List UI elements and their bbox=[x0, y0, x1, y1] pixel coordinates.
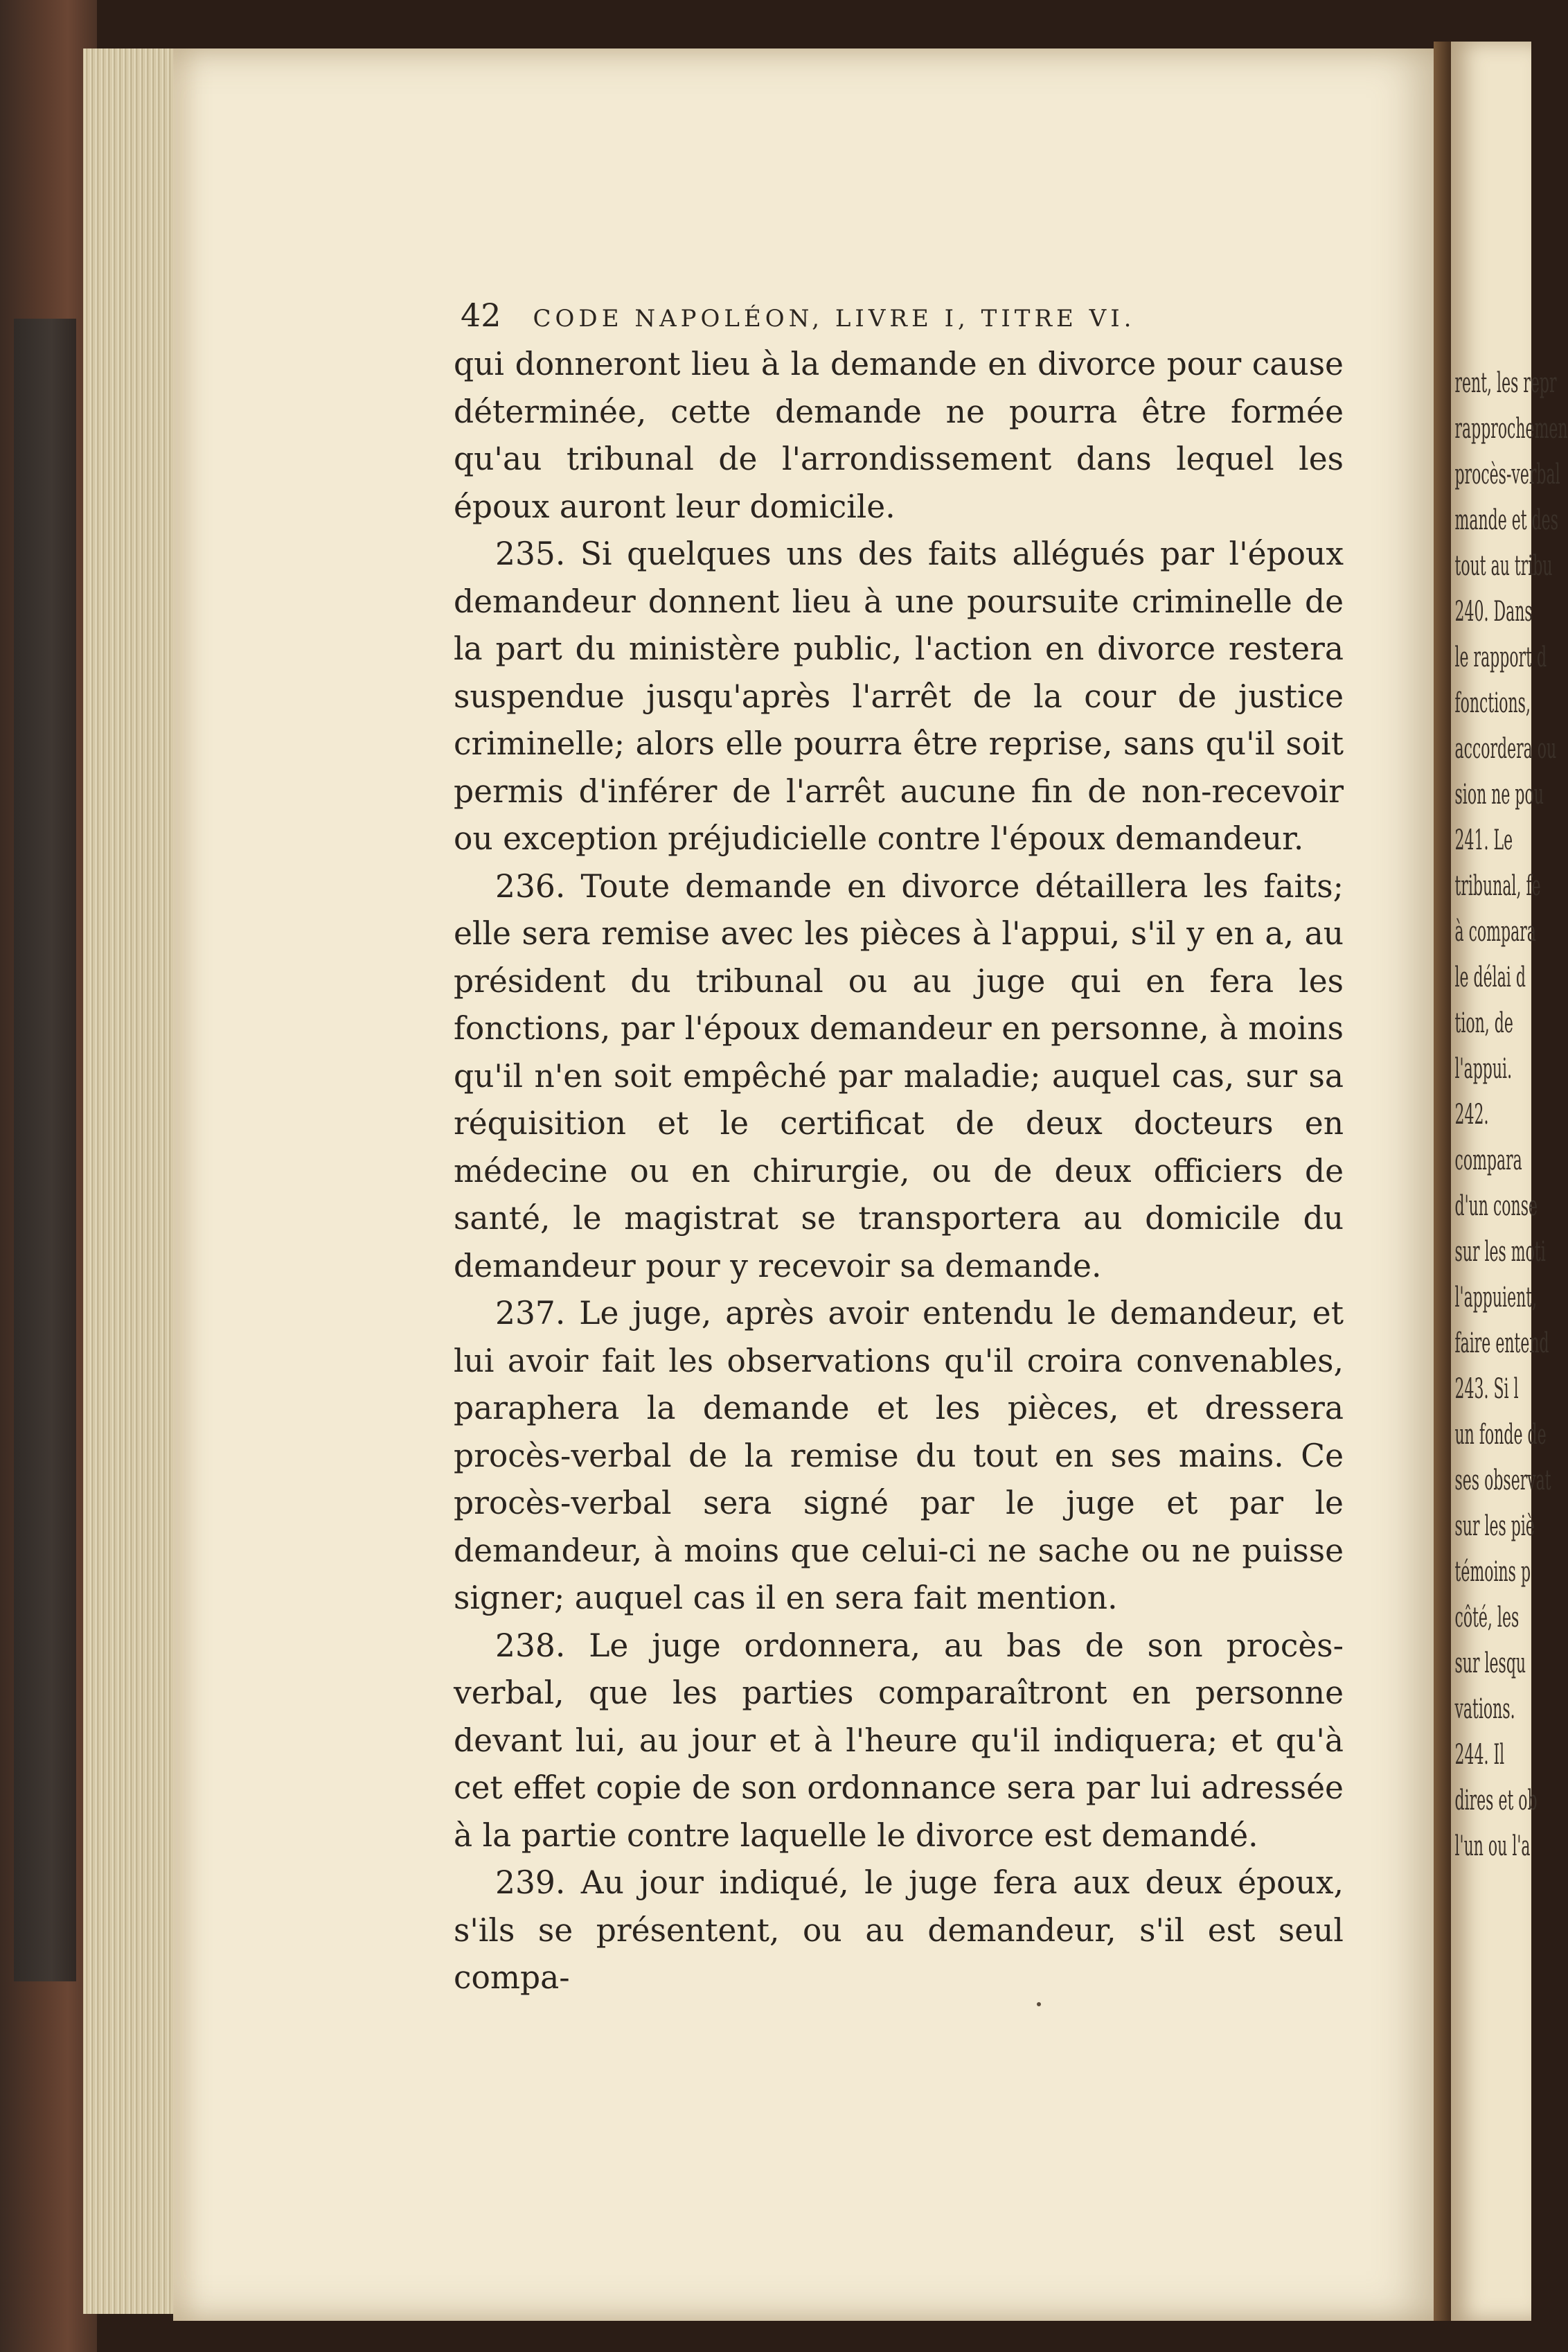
facing-page-line: tion, de bbox=[1454, 1007, 1513, 1039]
article-number: 236. bbox=[495, 867, 566, 905]
article-number: 237. bbox=[495, 1295, 566, 1332]
facing-page-line: sur les piè bbox=[1454, 1510, 1535, 1542]
article-number: 239. bbox=[495, 1864, 566, 1901]
ink-speck bbox=[1037, 2002, 1041, 2006]
facing-page-line: rapprochemen bbox=[1454, 413, 1568, 445]
facing-page-line: faire entend bbox=[1454, 1327, 1549, 1359]
article-text: Au jour indiqué, le juge fera aux deux époux, s'ils se présentent, ou au demandeur, s'il est seul compa- bbox=[454, 1864, 1344, 1996]
facing-page-line: sion ne pou bbox=[1454, 779, 1544, 811]
article-number: 238. bbox=[495, 1627, 566, 1664]
facing-page-line: tribunal, fe bbox=[1454, 870, 1541, 902]
facing-page-line: procès-verbal bbox=[1454, 459, 1560, 490]
facing-page-line: 242. bbox=[1454, 1099, 1489, 1131]
facing-page-line: l'appui. bbox=[1454, 1053, 1513, 1085]
article-text: Le juge, après avoir entendu le demandeur, et lui avoir fait les observations qu'il croira convenables, paraphera la demande et les pièces, et dressera procès-verbal de la remise du tout en ses mains. Ce procès-verbal sera signé par le juge et par le demandeur, à moins que celui-ci ne sache ou ne puisse signer; auquel cas il en sera fait mention. bbox=[454, 1295, 1344, 1616]
running-header bbox=[461, 297, 1264, 334]
facing-page-line: accordera ou bbox=[1454, 733, 1557, 765]
article-text: Si quelques uns des faits allégués par l'époux demandeur donnent lieu à une poursuite criminelle de la part du ministère public, l'action en divorce restera suspendue jusqu'après l'arrêt de la cour de justice criminelle; alors elle pourra être reprise, sans qu'il soit permis d'inférer de l'arrêt aucune fin de non-recevoir ou exception préjudicielle contre l'époux demandeur. bbox=[454, 536, 1344, 857]
facing-page-line: l'appuient, bbox=[1454, 1282, 1538, 1314]
facing-page bbox=[1451, 42, 1568, 2321]
facing-page-line: à compara bbox=[1454, 916, 1536, 948]
facing-page-line: rent, les repr bbox=[1454, 367, 1557, 399]
facing-page-line: fonctions, bbox=[1454, 687, 1531, 719]
page-edges bbox=[83, 48, 180, 2314]
facing-page-line: le rapport d bbox=[1454, 642, 1547, 673]
facing-page-line: dires et ob bbox=[1454, 1785, 1538, 1816]
article-236 bbox=[454, 863, 1344, 1291]
facing-page-line: d'un conse bbox=[1454, 1190, 1538, 1222]
facing-page-line: compara bbox=[1454, 1144, 1522, 1176]
article-237 bbox=[454, 1290, 1344, 1622]
page-number: 42 bbox=[461, 297, 501, 334]
facing-page-line: 244. Il bbox=[1454, 1739, 1505, 1771]
facing-page-line: témoins p bbox=[1454, 1556, 1531, 1588]
facing-page-text bbox=[1451, 42, 1568, 1869]
article-239 bbox=[454, 1859, 1344, 2002]
page-body bbox=[454, 341, 1344, 2002]
paragraph-text: qui donneront lieu à la demande en divorce pour cause déterminée, cette demande ne pourra être formée qu'au tribunal de l'arrondissement dans lequel les époux auront leur domicile. bbox=[454, 346, 1344, 525]
facing-page-line: 241. Le bbox=[1454, 824, 1513, 856]
facing-page-line: côté, les bbox=[1454, 1602, 1520, 1634]
facing-page-line: un fonde de bbox=[1454, 1419, 1547, 1451]
facing-page-line: le délai d bbox=[1454, 962, 1526, 993]
facing-page-line: 240. Dans bbox=[1454, 596, 1533, 628]
article-235 bbox=[454, 531, 1344, 863]
facing-page-line: tout au tribu bbox=[1454, 550, 1553, 582]
article-text: Le juge ordonnera, au bas de son procès-verbal, que les parties comparaîtront en personne devant lui, au jour et à l'heure qu'il indiquera; et qu'à cet effet copie de son ordonnance sera par lui adressée à la partie contre laquelle le divorce est demandé. bbox=[454, 1627, 1344, 1854]
facing-page-line: sur les moti bbox=[1454, 1236, 1546, 1268]
facing-page-line: 243. Si l bbox=[1454, 1373, 1519, 1405]
article-238 bbox=[454, 1622, 1344, 1860]
article-text: Toute demande en divorce détaillera les faits; elle sera remise avec les pièces à l'appui, s'il y en a, au président du tribunal ou au juge qui en fera les fonctions, par l'époux demandeur en personne, à moins qu'il n'en soit empêché par maladie; auquel cas, sur sa réquisition et le certificat de deux docteurs en médecine ou en chirurgie, ou de deux officiers de santé, le magistrat se transportera au domicile du demandeur pour y recevoir sa demande. bbox=[454, 867, 1344, 1284]
running-title: CODE NAPOLÉON, LIVRE I, TITRE VI. bbox=[533, 305, 1136, 333]
facing-page-line: mande et des bbox=[1454, 504, 1558, 536]
book-cover-left bbox=[0, 0, 97, 2352]
facing-page-line: sur lesqu bbox=[1454, 1647, 1526, 1679]
facing-page-line: vations. bbox=[1454, 1693, 1515, 1725]
facing-page-line: l'un ou l'a bbox=[1454, 1830, 1531, 1862]
facing-page-line: ses observat bbox=[1454, 1465, 1551, 1496]
paragraph-continuation bbox=[454, 341, 1344, 531]
article-number: 235. bbox=[495, 536, 566, 572]
